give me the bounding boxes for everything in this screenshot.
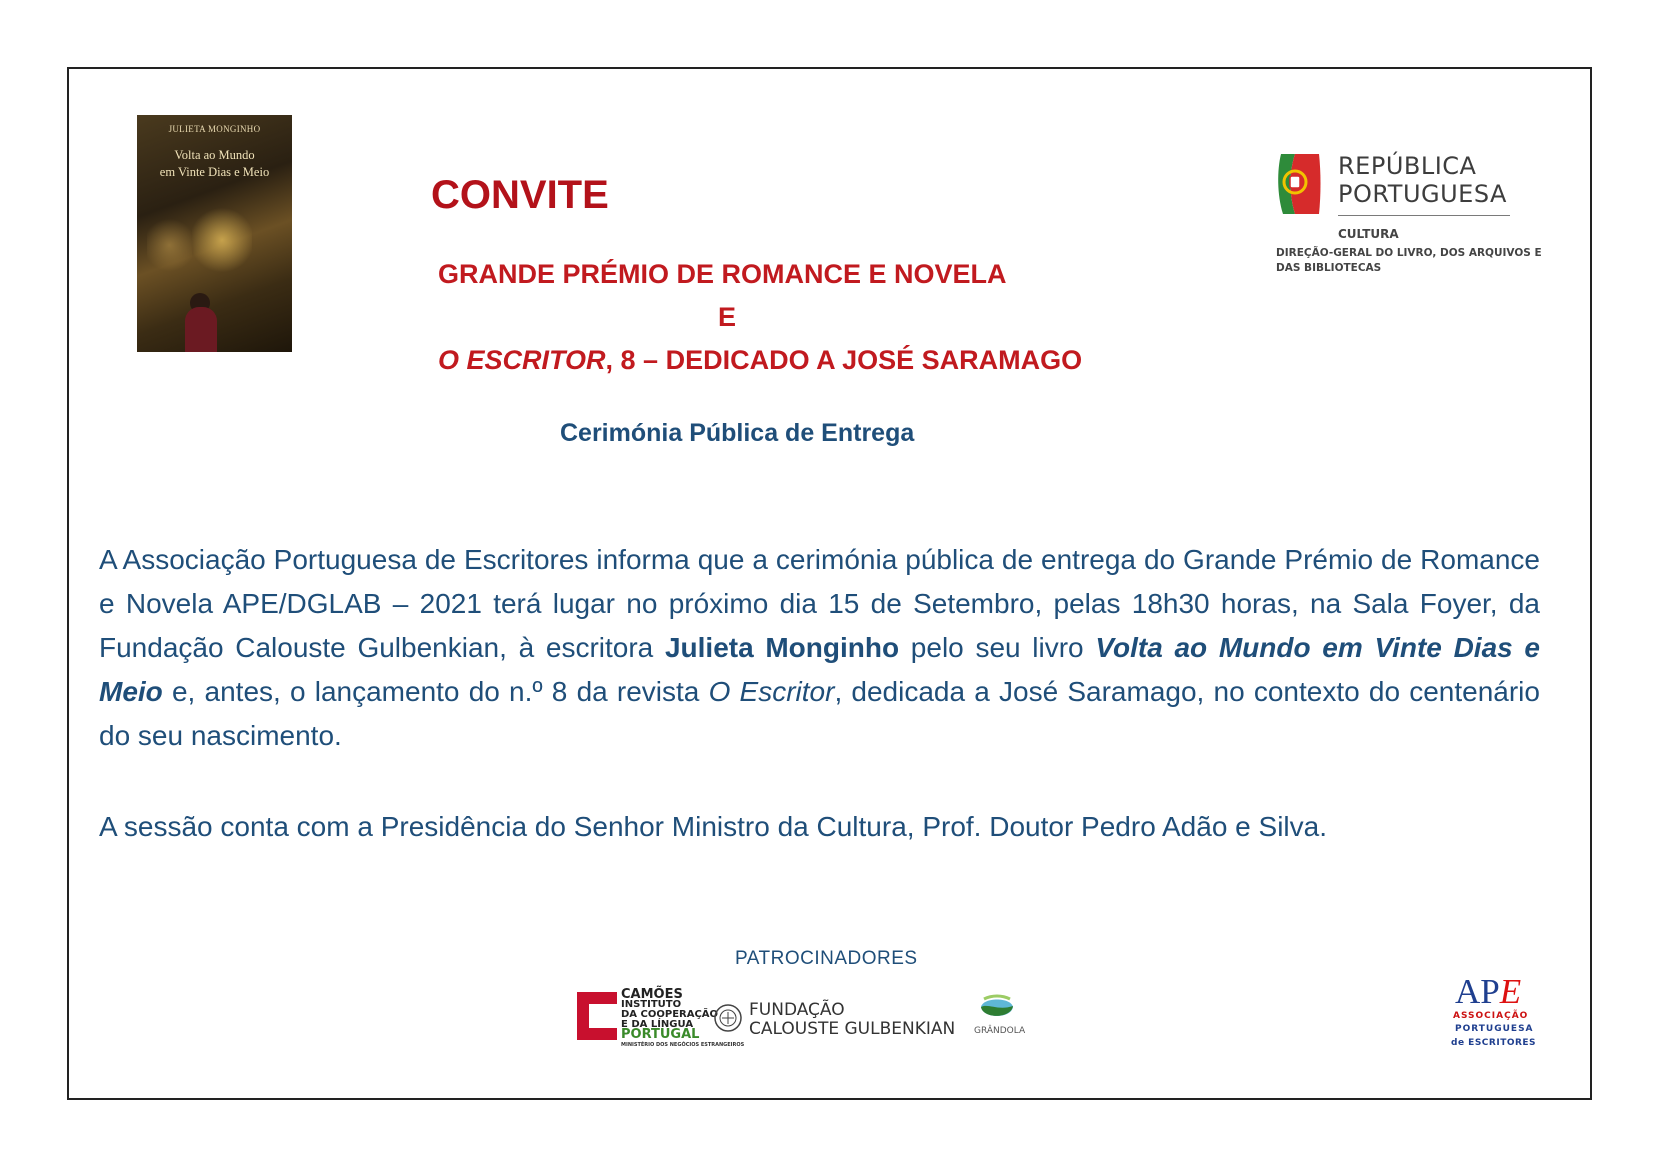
ape-escritores-label: de ESCRITORES — [1451, 1038, 1537, 1048]
book-title: Volta ao Mundo em Vinte Dias e Meio — [99, 632, 1540, 707]
magazine-heading: O ESCRITOR, 8 – DEDICADO A JOSÉ SARAMAGO — [438, 345, 1083, 375]
grandola-label: GRÂNDOLA — [974, 1026, 1026, 1036]
cultura-label: CULTURA — [1338, 227, 1399, 241]
presidency-paragraph: A sessão conta com a Presidência do Senhor Ministro da Cultura, Prof. Doutor Pedro Adão e Silva. — [99, 811, 1327, 842]
ape-logo: APE — [1455, 972, 1522, 1011]
announcement-paragraph: A Associação Portuguesa de Escritores informa que a cerimónia pública de entrega do Grande Prémio de Romance e Novela APE/DGLAB – 2021 terá lugar no próximo dia 15 de Setembro, pelas 18h30 horas, na Sala Foyer, da Fundação Calouste Gulbenkian, à escritora Julieta Monginho pelo seu livro Volta ao Mundo em Vinte Dias e Meio e, antes, o lançamento do n.º 8 da revista O Escritor, dedicada a José Saramago, no contexto do centenário do seu nascimento. — [99, 544, 1540, 751]
book-cover-author: JULIETA MONGINHO — [168, 124, 261, 134]
heading-conjunction: E — [718, 302, 737, 332]
gulbenkian-label: FUNDAÇÃO CALOUSTE GULBENKIAN — [749, 1000, 956, 1039]
republica-portuguesa-name: REPÚBLICA PORTUGUESA — [1338, 152, 1507, 208]
logo-divider — [1338, 215, 1510, 216]
convite-title: CONVITE — [431, 173, 609, 217]
ape-port-label: PORTUGUESA — [1455, 1024, 1534, 1034]
sponsors-heading: PATROCINADORES — [735, 948, 918, 969]
camoes-institute-label: CAMÕES INSTITUTO DA COOPERAÇÃO E DA LÍNGUA PORTUGAL MINISTÉRIO DOS NEGÓCIOS ESTRANGEIROS — [621, 987, 745, 1048]
grandola-logo-icon — [978, 993, 1016, 1025]
book-cover-title: Volta ao Mundo em Vinte Dias e Meio — [159, 148, 270, 179]
republica-portuguesa-emblem-icon — [1275, 150, 1323, 220]
camoes-logo-icon — [575, 990, 619, 1042]
ape-assoc-label: ASSOCIAÇÃO — [1453, 1011, 1529, 1021]
prize-heading: GRANDE PRÉMIO DE ROMANCE E NOVELA — [438, 259, 1007, 289]
ceremony-subtitle: Cerimónia Pública de Entrega — [560, 419, 915, 447]
gulbenkian-seal-icon — [713, 1003, 743, 1033]
author-name: Julieta Monginho — [664, 632, 900, 663]
magazine-title: O Escritor — [708, 676, 835, 707]
book-cover-image — [137, 115, 292, 352]
dglab-label: DIREÇÃO-GERAL DO LIVRO, DOS ARQUIVOS E DAS BIBLIOTECAS — [1276, 247, 1542, 274]
